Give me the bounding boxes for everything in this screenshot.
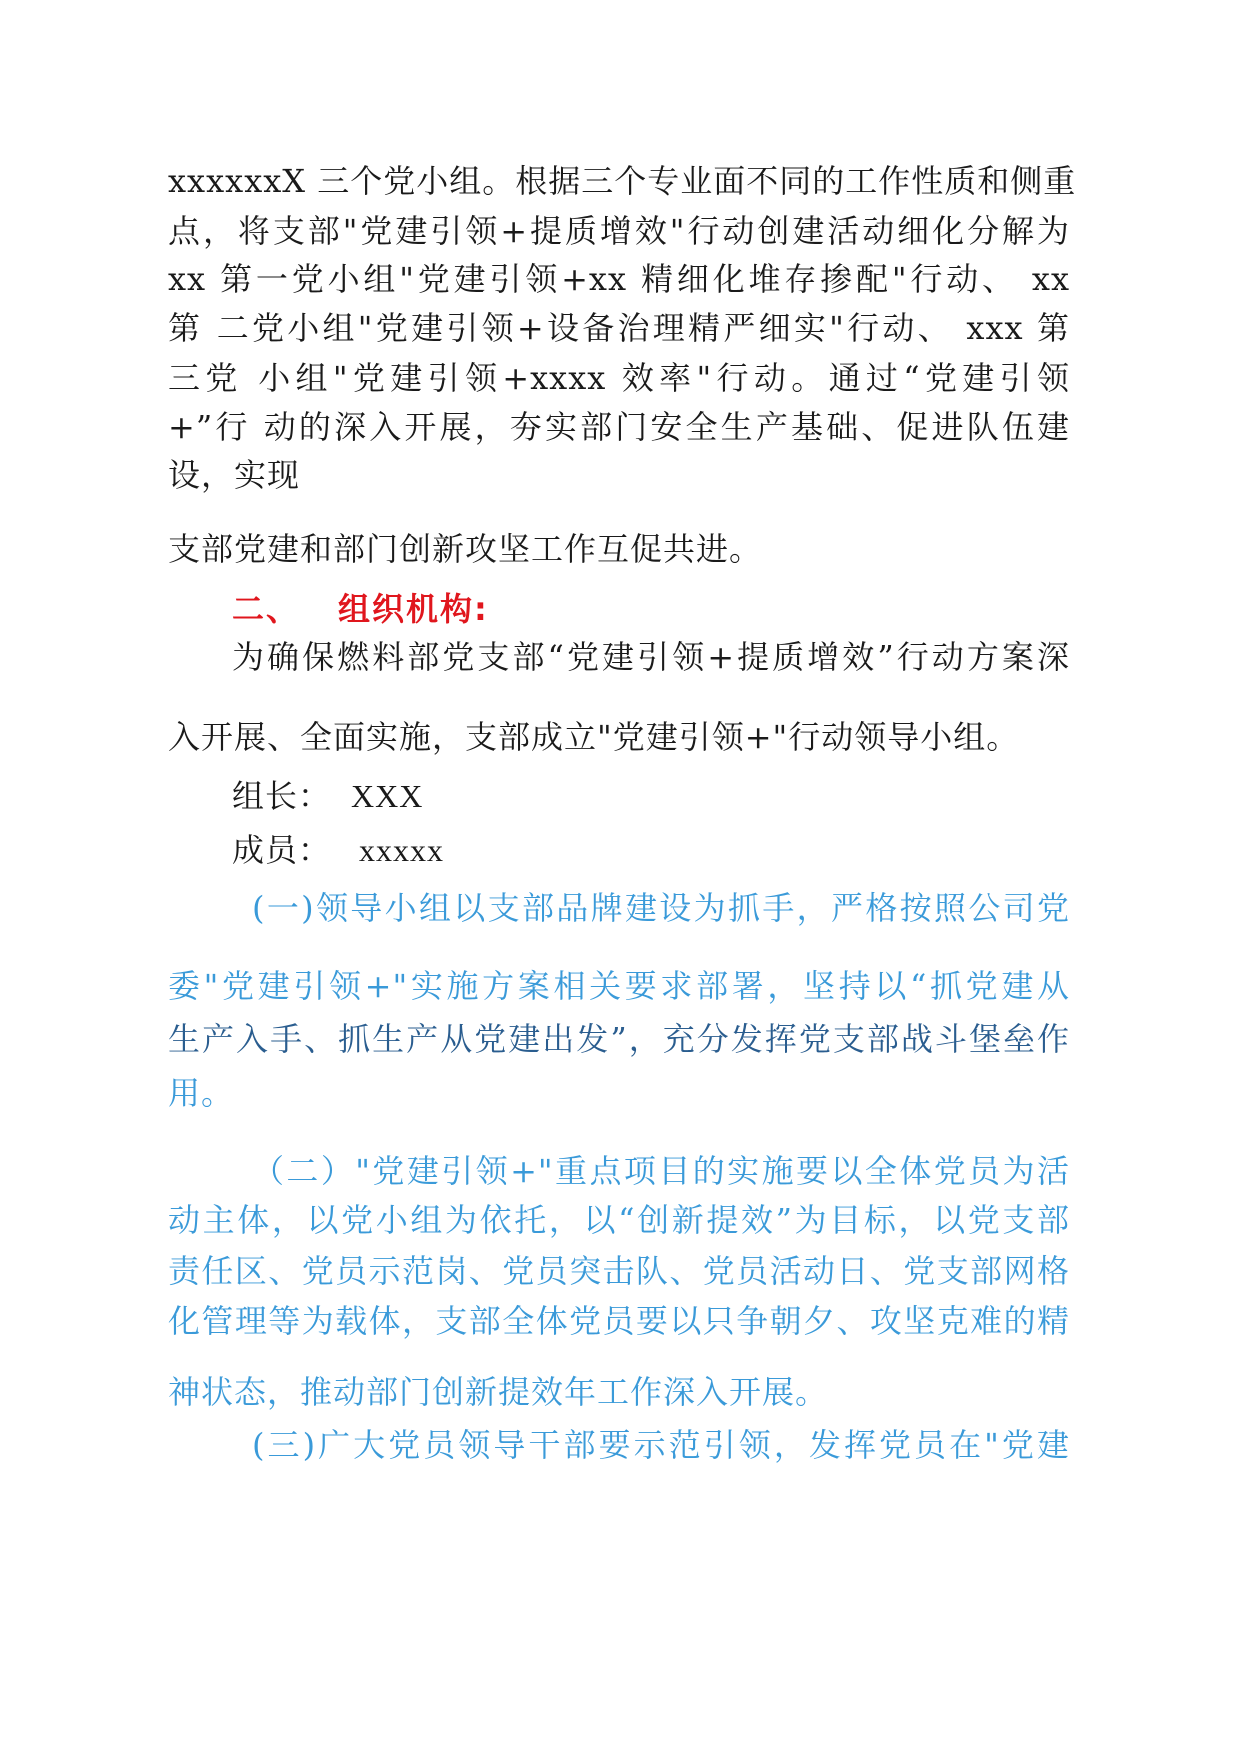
list-item-line: （二）"党建引领+"重点项目的实施要以全体党员为活	[252, 1152, 1070, 1190]
paragraph-line: 设，实现	[168, 456, 301, 494]
list-item-line: 责任区、党员示范岗、党员突击队、党员活动日、党支部网格	[168, 1252, 1070, 1290]
paragraph-line: 点，将支部"党建引领+提质增效"行动创建活动细化分解为	[168, 212, 1070, 250]
section-number: 二、	[232, 590, 301, 628]
list-item-line: 动主体，以党小组为依托，以“创新提效”为目标，以党支部	[168, 1201, 1070, 1239]
section-intro-line: 入开展、全面实施，支部成立"党建引领+"行动领导小组。	[168, 718, 1020, 756]
section-intro-line: 为确保燃料部党支部“党建引领+提质增效”行动方案深	[232, 638, 1070, 676]
leader-value: XXX	[351, 778, 424, 814]
paragraph-line: +”行 动的深入开展，夯实部门安全生产基础、促进队伍建	[168, 408, 1070, 446]
list-item-line: 神状态，推动部门创新提效年工作深入开展。	[168, 1373, 829, 1411]
paragraph-continuation: 支部党建和部门创新攻坚工作互促共进。	[168, 530, 763, 568]
members-value: xxxxx	[359, 832, 445, 868]
section-title: 组织机构:	[338, 590, 489, 628]
paragraph-line: 第 二党小组"党建引领+设备治理精严细实"行动、 xxx 第	[168, 309, 1070, 347]
paragraph-line: xx 第一党小组"党建引领+xx 精细化堆存掺配"行动、 xx	[168, 260, 1070, 298]
section-heading	[232, 585, 1070, 633]
list-item-line: 化管理等为载体，支部全体党员要以只争朝夕、攻坚克难的精	[168, 1302, 1070, 1340]
list-item-line: (三)广大党员领导干部要示范引领，发挥党员在"党建	[252, 1426, 1070, 1464]
list-item-line: 委"党建引领+"实施方案相关要求部署，坚持以“抓党建从	[168, 967, 1070, 1005]
paragraph-line: xxxxxxX 三个党小组。根据三个专业面不同的工作性质和侧重	[168, 162, 1077, 200]
list-item-line: (一)领导小组以支部品牌建设为抓手，严格按照公司党	[252, 889, 1070, 927]
paragraph-line: 三党 小组"党建引领+xxxx 效率"行动。通过“党建引领	[168, 359, 1070, 397]
members-label: 成员：	[232, 831, 332, 869]
list-item-line: 用。	[168, 1074, 235, 1112]
leader-label: 组长：	[232, 777, 332, 815]
members-row	[232, 826, 1070, 874]
list-item-line: 生产入手、抓生产从党建出发”，充分发挥党支部战斗堡垒作	[168, 1020, 1070, 1058]
leader-row	[232, 772, 1070, 820]
